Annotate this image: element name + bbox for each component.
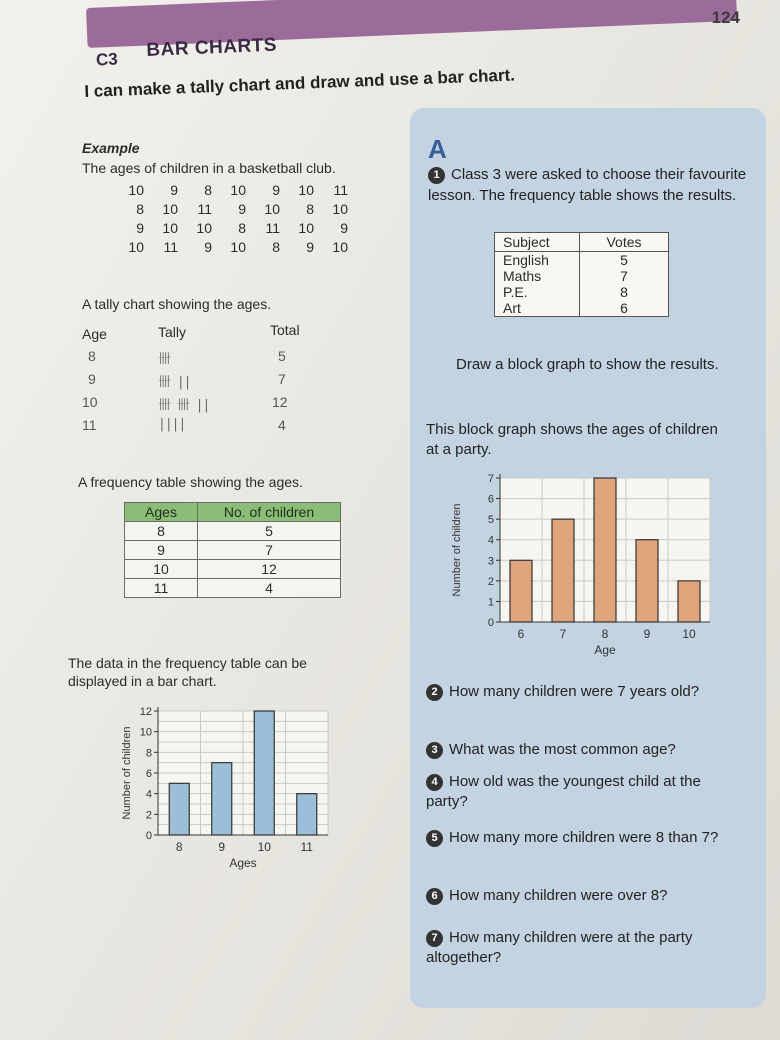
subject-votes: 5 [580,252,669,269]
ages-data-grid [110,182,348,258]
freq-count: 5 [198,522,341,541]
freq-row [125,541,341,560]
ages-row [110,182,348,198]
ages-row [110,220,348,236]
bar-chart-intro: The data in the frequency table can be displayed in a bar chart. [68,655,307,689]
learning-objective: I can make a tally chart and draw and use a bar chart. [84,65,516,101]
subject-name: P.E. [495,284,580,300]
q1-instruction: Draw a block graph to show the results. [456,356,719,373]
y-tick-label: 4 [145,788,152,801]
question-number: 5 [426,830,443,847]
age-value: 9 [136,220,144,236]
subject-votes: 7 [580,268,669,284]
x-tick-label: 7 [559,627,567,641]
age-value: 8 [238,220,246,236]
y-tick-label: 0 [145,830,152,842]
tally-header-tally: Tally [158,324,187,340]
subject-votes: 8 [580,284,669,300]
y-tick-label: 2 [145,809,152,822]
freq-count: 12 [198,560,341,579]
age-value: 9 [340,220,348,236]
age-value: 9 [170,182,178,198]
x-tick-label: 11 [300,840,313,854]
age-value: 9 [204,239,212,255]
tally-marks: 卌 [158,352,171,367]
freq-age: 10 [125,560,198,579]
x-tick-label: 10 [682,627,696,641]
question-number: 4 [426,774,443,791]
freq-row [125,579,341,598]
question-text: How old was the youngest child at the party? [426,773,701,810]
age-value: 10 [264,201,280,217]
x-tick-label: 6 [517,627,525,641]
age-value: 10 [128,182,144,198]
question-text: How many children were over 8? [449,887,668,904]
question-5 [426,828,746,848]
tally-total: 7 [278,371,286,387]
y-tick-label: 4 [487,534,494,547]
subject-header: Subject [495,233,580,252]
tally-row [82,348,312,371]
x-tick-label: 9 [218,840,226,854]
age-value: 10 [162,201,178,217]
subject-row [495,284,669,300]
tally-age: 9 [88,371,96,387]
freq-count: 4 [198,579,341,598]
section-code: C3 [95,49,119,70]
y-tick-label: 1 [487,596,494,609]
tally-age: 11 [82,417,97,433]
bar-7 [552,519,574,622]
block-graph-intro: This block graph shows the ages of children at a party. [426,421,718,458]
tally-row [82,394,312,417]
question-text: How many children were at the party altogether? [426,929,693,966]
y-tick-label: 0 [487,617,494,629]
y-tick-label: 6 [145,768,152,780]
frequency-table [124,502,341,598]
tally-marks: |||| [158,417,186,432]
x-tick-label: 9 [643,627,651,641]
tally-row [82,417,312,440]
tally-age: 10 [82,394,98,410]
age-value: 10 [128,239,144,255]
y-axis-label: Number of children [451,503,463,597]
freq-row [125,560,341,579]
tally-total: 5 [278,348,286,364]
section-title: BAR CHARTS [146,34,278,61]
question-number: 2 [426,684,443,701]
frequency-caption: A frequency table showing the ages. [78,474,303,490]
age-value: 8 [204,182,212,198]
age-value: 8 [136,201,144,217]
freq-count: 7 [198,541,341,560]
question-3 [426,740,746,760]
party-ages-block-graph [450,470,740,670]
bar-9 [636,540,658,622]
tally-total: 4 [278,417,286,433]
x-tick-label: 10 [257,840,271,854]
subject-name: Art [495,300,580,317]
freq-row [125,522,341,541]
question-1 [428,164,748,206]
freq-age: 11 [125,579,198,598]
y-tick-label: 7 [487,473,494,485]
bar-10 [678,581,700,622]
subject-row [495,300,669,317]
subject-row [495,252,669,269]
question-4 [426,772,746,812]
x-tick-label: 8 [601,627,609,641]
age-value: 10 [230,239,246,255]
freq-age: 9 [125,541,198,560]
age-value: 9 [272,182,280,198]
bar-6 [510,560,532,622]
subject-votes: 6 [580,300,669,317]
tally-marks: 卌 || [158,375,191,390]
bar-8 [169,783,189,835]
age-value: 10 [196,220,212,236]
subject-row [495,268,669,284]
age-value: 11 [197,201,212,217]
y-tick-label: 12 [139,706,152,718]
tally-total: 12 [272,394,288,410]
page-number: 124 [711,8,740,27]
freq-header-ages: Ages [125,503,198,522]
age-value: 10 [298,182,314,198]
example-intro: The ages of children in a basketball club. [82,160,336,176]
question-7 [426,928,746,968]
tally-chart [82,348,312,440]
subject-votes-table [494,232,669,317]
age-value: 9 [306,239,314,255]
bar-11 [297,794,317,835]
x-tick-label: 8 [175,840,183,854]
age-value: 11 [163,239,178,255]
tally-caption: A tally chart showing the ages. [82,296,272,312]
tally-header-total: Total [270,322,300,338]
bar-8 [594,478,616,622]
question-text: How many more children were 8 than 7? [449,829,719,846]
subject-name: English [495,252,580,269]
x-axis-label: Ages [229,856,257,870]
question-6 [426,886,746,906]
question-number: 3 [426,742,443,759]
section-letter: A [428,134,447,164]
ages-row [110,239,348,255]
y-tick-label: 3 [487,555,494,568]
question-text: What was the most common age? [449,741,676,758]
tally-header-age: Age [82,326,107,342]
age-value: 8 [272,239,280,255]
age-value: 9 [238,201,246,217]
y-tick-label: 8 [145,747,152,760]
question-2 [426,682,746,702]
question-text: How many children were 7 years old? [449,683,700,700]
y-tick-label: 2 [487,575,494,588]
votes-header: Votes [580,233,669,252]
example-label: Example [82,140,140,156]
bar-9 [212,763,232,835]
y-tick-label: 6 [487,493,494,506]
age-value: 11 [333,182,348,198]
bar-10 [254,711,274,835]
y-axis-label: Number of children [121,726,133,820]
tally-row [82,371,312,394]
question-text: Class 3 were asked to choose their favourite lesson. The frequency table shows the results. [428,166,747,204]
question-number: 7 [426,930,443,947]
tally-age: 8 [88,348,96,364]
age-value: 10 [332,239,348,255]
ages-row [110,201,348,217]
y-tick-label: 10 [139,726,152,739]
age-value: 10 [230,182,246,198]
ages-bar-chart [108,700,358,880]
question-number: 1 [428,167,445,184]
age-value: 10 [298,220,314,236]
age-value: 11 [265,220,280,236]
y-tick-label: 5 [487,514,494,527]
subject-name: Maths [495,268,580,284]
age-value: 10 [162,220,178,236]
tally-marks: 卌 卌 || [158,398,210,413]
age-value: 10 [332,201,348,217]
question-number: 6 [426,888,443,905]
freq-age: 8 [125,522,198,541]
x-axis-label: Age [594,643,616,657]
freq-header-count: No. of children [198,503,341,522]
age-value: 8 [306,201,314,217]
